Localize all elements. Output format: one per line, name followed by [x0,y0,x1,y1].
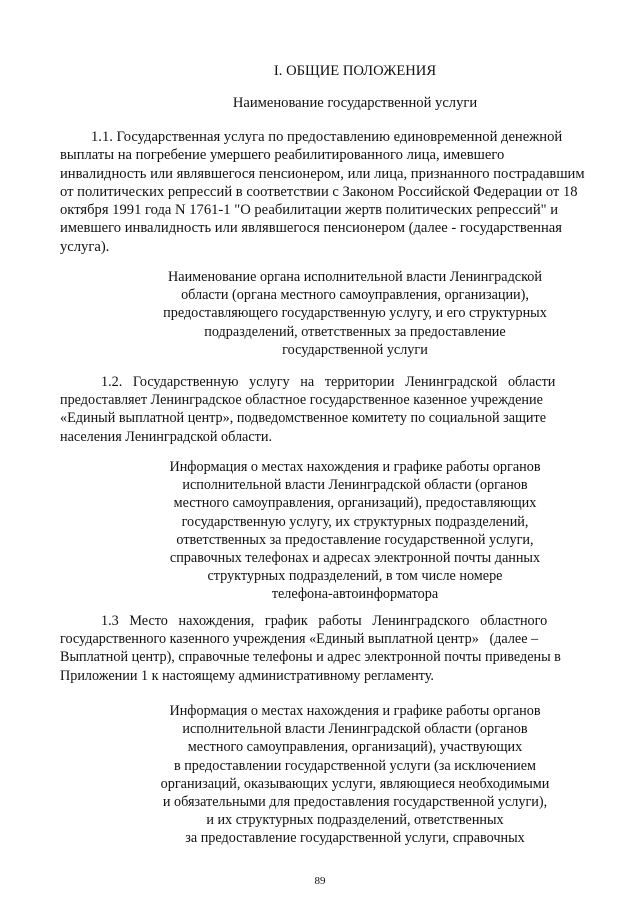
heading-line: местного самоуправления, организаций), участвующих [187,739,523,756]
heading-line: государственной услуги [282,341,428,358]
paragraph-1-1 [60,128,620,256]
heading-line: организаций, оказывающих услуги, являющиеся необходимыми [160,775,550,792]
heading-line: предоставляющего государственную услугу, и его структурных [163,305,547,322]
heading-line: области (органа местного самоуправления, организации), [181,287,529,304]
heading-line: Наименование органа исполнительной власти Ленинградской [168,269,542,285]
page-number: 89 [314,875,326,887]
heading-locations [0,458,640,604]
heading-line: ответственных за предоставление государственной услуги, [176,531,534,548]
paragraph-line: Приложении 1 к настоящему административному регламенту. [60,667,434,684]
heading-line: исполнительной власти Ленинградской области (органов [182,477,528,494]
paragraph-line: от политических репрессий в соответствии с Законом Российской Федерации от 18 [60,183,578,200]
heading-line: телефона-автоинформатора [271,586,439,603]
heading-line: местного самоуправления, организаций), предоставляющих [173,495,537,512]
paragraph-line: населения Ленинградской области. [60,428,272,445]
paragraph-line: Выплатной центр), справочные телефоны и адрес электронной почты приведены в [60,649,561,666]
paragraph-line: 1.3 Место нахождения, график работы Ленинградского областного [101,613,548,629]
paragraph-line: предоставляет Ленинградское областное государственное казенное учреждение [60,392,543,409]
heading-line: структурных подразделений, в том числе номере [207,568,503,585]
heading-line: в предоставлении государственной услуги (за исключением [173,757,537,774]
paragraph-line: государственного казенного учреждения «Единый выплатной центр» (далее – [60,631,539,648]
heading-line: государственную услугу, их структурных подразделений, [181,513,529,530]
heading-line: и их структурных подразделений, ответственных [206,812,504,829]
paragraph-line: имевшего инвалидность или являвшегося пенсионером (далее - государственная [60,220,562,237]
heading-line: за предоставление государственной услуги, справочных [185,830,525,847]
paragraph-line: 1.2. Государственную услугу на территории Ленинградской области [101,374,556,390]
paragraph-line: 1.1. Государственная услуга по предоставлению единовременной денежной [91,129,563,145]
heading-line: Информация о местах нахождения и графике работы органов [169,459,541,475]
heading-service-name [0,94,640,112]
heading-line: справочных телефонах и адресах электронной почты данных [169,550,541,567]
paragraph-line: «Единый выплатной центр», подведомственное комитету по социальной защите [60,410,547,427]
section-title [0,62,640,80]
heading-line: и обязательными для предоставления государственной услуги), [162,794,548,811]
heading-line: подразделений, ответственных за предоставление [204,323,506,340]
paragraph-line: выплаты на погребение умершего реабилитированного лица, имевшего [60,147,505,164]
paragraph-line: инвалидность или являвшегося пенсионером, или лица, признанного пострадавшим [60,165,585,182]
heading-authority [0,268,640,359]
heading-participating-bodies [0,702,640,848]
section-title-text: I. ОБЩИЕ ПОЛОЖЕНИЯ [273,63,437,79]
paragraph-line: услуга). [60,238,110,255]
heading-line: Информация о местах нахождения и графике работы органов [169,703,541,719]
paragraph-1-3 [60,612,611,685]
paragraph-line: октября 1991 года N 1761-1 "О реабилитации жертв политических репрессий" и [60,202,559,219]
heading-line: исполнительной власти Ленинградской области (органов [182,721,528,738]
paragraph-1-2 [60,373,611,446]
heading-text: Наименование государственной услуги [232,95,478,111]
